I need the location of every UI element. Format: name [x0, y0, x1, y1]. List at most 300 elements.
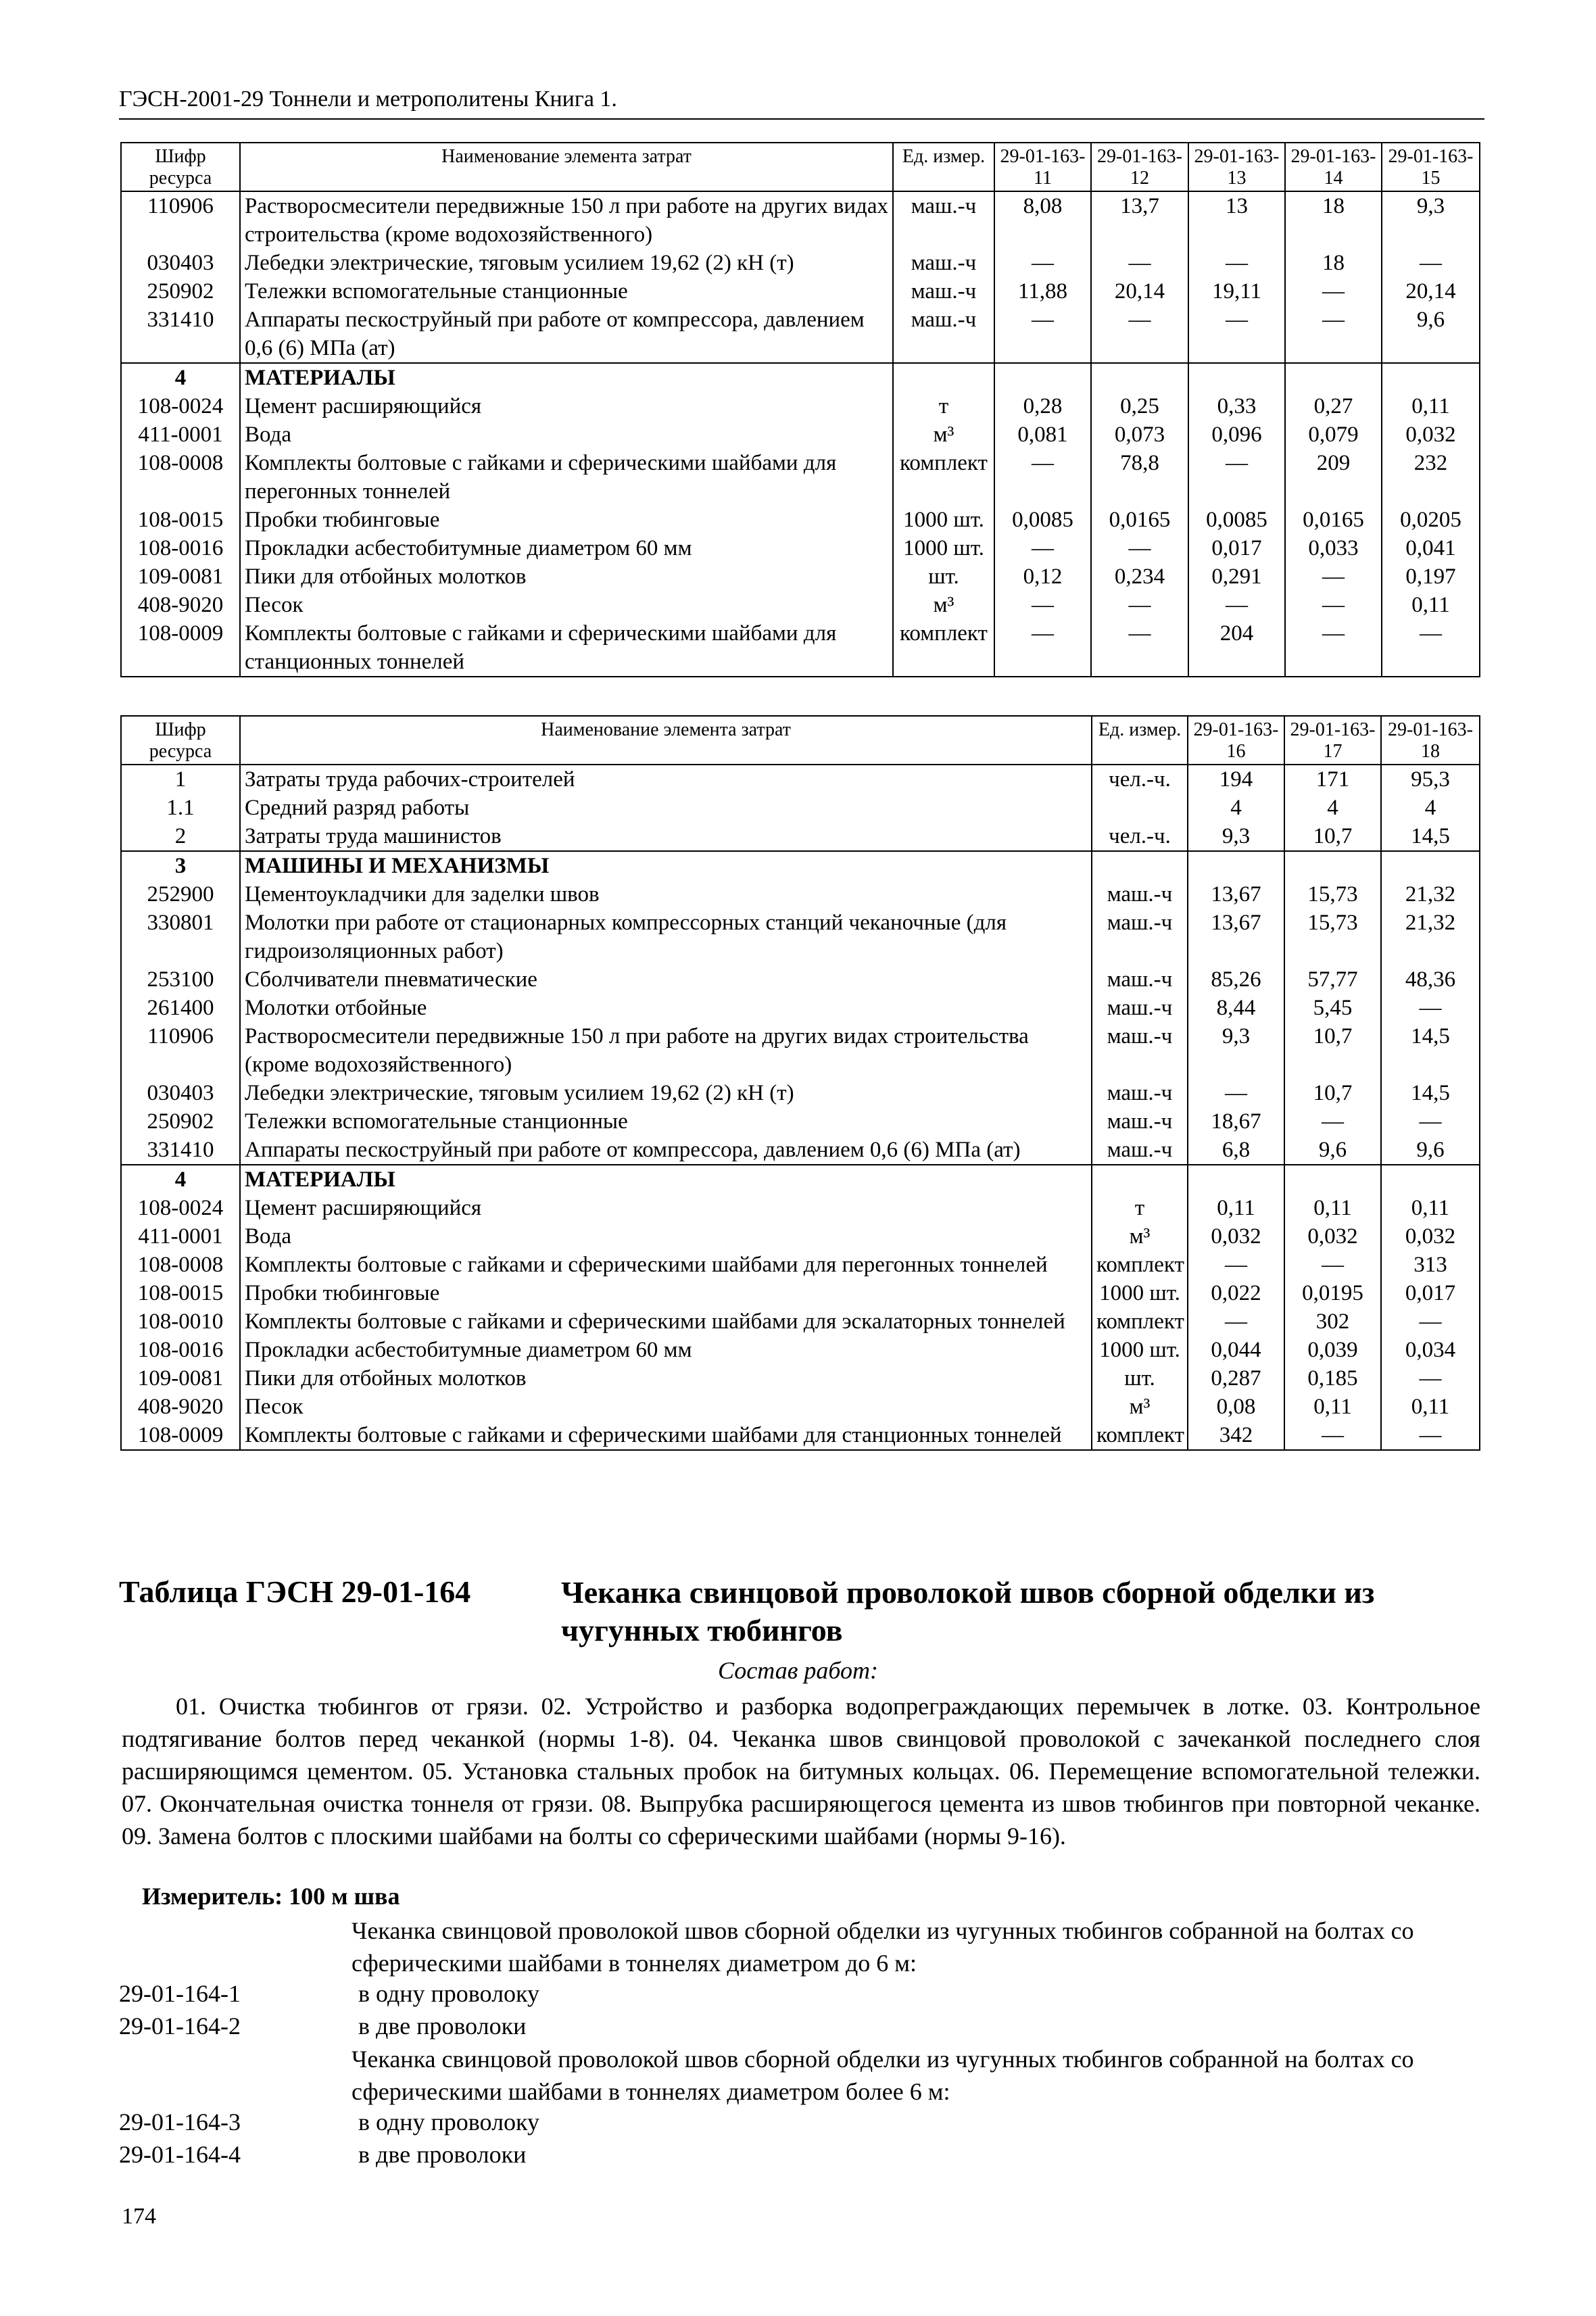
value-cell: 9,3: [1188, 822, 1284, 851]
value-cell: —: [1381, 994, 1480, 1022]
norm-item: в две проволоки: [358, 2012, 527, 2040]
unit-cell: 1000 шт.: [1092, 1279, 1188, 1307]
cost-item-name: Песок: [240, 591, 893, 619]
value-cell: 21,32: [1381, 880, 1480, 909]
value-cell: —: [1381, 1364, 1480, 1393]
value-cell: —: [994, 306, 1091, 363]
value-cell: 48,36: [1381, 965, 1480, 994]
value-cell: 9,6: [1382, 306, 1480, 363]
value-cell: 0,017: [1381, 1279, 1480, 1307]
unit-cell: маш.-ч: [1092, 994, 1188, 1022]
value-cell: [1188, 363, 1285, 392]
column-header: 29-01-163-15: [1382, 143, 1480, 191]
resource-table-1: [120, 142, 1480, 677]
cost-item-name: Растворосмесители передвижные 150 л при работе на других видах строительства (кроме водохозяйственного): [240, 1022, 1092, 1079]
table-row: [121, 619, 1480, 677]
value-cell: —: [1188, 449, 1285, 506]
value-cell: —: [1091, 306, 1188, 363]
value-cell: —: [1188, 591, 1285, 619]
resource-code: 108-0024: [121, 392, 240, 420]
unit-cell: маш.-ч: [893, 191, 994, 249]
resource-code: 110906: [121, 191, 240, 249]
cost-item-name: Комплекты болтовые с гайками и сферическими шайбами для станционных тоннелей: [240, 1421, 1092, 1450]
unit-cell: маш.-ч: [893, 249, 994, 277]
value-cell: 302: [1284, 1307, 1381, 1336]
composition-subtitle: Состав работ:: [718, 1657, 878, 1684]
cost-item-name: Вода: [240, 1222, 1092, 1251]
resource-code: 109-0081: [121, 562, 240, 591]
value-cell: 0,081: [994, 420, 1091, 449]
value-cell: 14,5: [1381, 822, 1480, 851]
table-row: [121, 965, 1480, 994]
page-header: ГЭСН-2001-29 Тоннели и метрополитены Книга 1.: [119, 87, 617, 112]
unit-cell: маш.-ч: [893, 277, 994, 306]
value-cell: —: [994, 619, 1091, 677]
value-cell: 0,0165: [1285, 506, 1382, 534]
table-row: [121, 765, 1480, 794]
value-cell: 0,12: [994, 562, 1091, 591]
table-row: [121, 994, 1480, 1022]
value-cell: 342: [1188, 1421, 1284, 1450]
value-cell: 0,08: [1188, 1393, 1284, 1421]
page-number: 174: [122, 2204, 156, 2229]
unit-cell: комплект: [893, 449, 994, 506]
cost-item-name: Аппараты пескоструйный при работе от компрессора, давлением 0,6 (6) МПа (ат): [240, 306, 893, 363]
value-cell: 0,185: [1284, 1364, 1381, 1393]
value-cell: —: [1382, 249, 1480, 277]
value-cell: 0,11: [1381, 1194, 1480, 1222]
resource-code: 108-0015: [121, 506, 240, 534]
value-cell: —: [1284, 1251, 1381, 1279]
cost-item-name: Сболчиватели пневматические: [240, 965, 1092, 994]
cost-item-name: Цементоукладчики для заделки швов: [240, 880, 1092, 909]
value-cell: 0,11: [1284, 1194, 1381, 1222]
resource-code: 331410: [121, 1136, 240, 1165]
value-cell: 13,7: [1091, 191, 1188, 249]
resource-code: 108-0024: [121, 1194, 240, 1222]
value-cell: 10,7: [1284, 1079, 1381, 1107]
value-cell: 78,8: [1091, 449, 1188, 506]
resource-code: 408-9020: [121, 591, 240, 619]
column-header: 29-01-163-12: [1091, 143, 1188, 191]
unit-cell: м³: [1092, 1222, 1188, 1251]
value-cell: [1284, 1165, 1381, 1194]
cost-item-name: Цемент расширяющийся: [240, 392, 893, 420]
value-cell: —: [994, 249, 1091, 277]
table-row: [121, 880, 1480, 909]
value-cell: 0,022: [1188, 1279, 1284, 1307]
resource-code: 4: [121, 1165, 240, 1194]
unit-cell: маш.-ч: [1092, 965, 1188, 994]
resource-code: 411-0001: [121, 1222, 240, 1251]
cost-item-name: Пробки тюбинговые: [240, 1279, 1092, 1307]
table-row: [121, 420, 1480, 449]
value-cell: 15,73: [1284, 880, 1381, 909]
value-cell: 204: [1188, 619, 1285, 677]
value-cell: 0,197: [1382, 562, 1480, 591]
table-row: [121, 1136, 1480, 1165]
resource-table-2: [120, 715, 1480, 1451]
value-cell: 10,7: [1284, 1022, 1381, 1079]
value-cell: —: [1188, 1307, 1284, 1336]
value-cell: [1188, 851, 1284, 880]
value-cell: 8,08: [994, 191, 1091, 249]
cost-item-name: Лебедки электрические, тяговым усилием 19,62 (2) кН (т): [240, 249, 893, 277]
unit-cell: м³: [893, 420, 994, 449]
value-cell: 11,88: [994, 277, 1091, 306]
cost-item-name: Прокладки асбестобитумные диаметром 60 мм: [240, 1336, 1092, 1364]
unit-cell: маш.-ч: [1092, 880, 1188, 909]
norm-description-2: Чеканка свинцовой проволокой швов сборной обделки из чугунных тюбингов собранной на болтах со сферическими шайбами в тоннелях диаметром более 6 м:: [352, 2046, 1414, 2105]
value-cell: 0,11: [1382, 591, 1480, 619]
unit-cell: м³: [893, 591, 994, 619]
value-cell: 0,0195: [1284, 1279, 1381, 1307]
resource-code: 108-0015: [121, 1279, 240, 1307]
table-row: [121, 392, 1480, 420]
table-label: Таблица ГЭСН 29-01-164: [119, 1574, 471, 1609]
table-row: [121, 1222, 1480, 1251]
unit-cell: 1000 шт.: [893, 506, 994, 534]
value-cell: —: [1091, 591, 1188, 619]
resource-code: 330801: [121, 909, 240, 965]
value-cell: 85,26: [1188, 965, 1284, 994]
unit-cell: [893, 363, 994, 392]
table-row: [121, 591, 1480, 619]
norm-code: 29-01-164-3: [119, 2108, 241, 2136]
resource-code: 108-0010: [121, 1307, 240, 1336]
value-cell: 9,6: [1381, 1136, 1480, 1165]
column-header: Шифр ресурса: [121, 143, 240, 191]
table-row: [121, 1251, 1480, 1279]
value-cell: 21,32: [1381, 909, 1480, 965]
cost-item-name: Песок: [240, 1393, 1092, 1421]
norm-item: в одну проволоку: [358, 1980, 540, 2007]
value-cell: —: [1091, 619, 1188, 677]
value-cell: —: [1188, 249, 1285, 277]
unit-cell: [1092, 851, 1188, 880]
value-cell: —: [1188, 1079, 1284, 1107]
value-cell: 5,45: [1284, 994, 1381, 1022]
value-cell: 4: [1284, 794, 1381, 822]
value-cell: —: [994, 534, 1091, 562]
norm-code: 29-01-164-1: [119, 1980, 241, 2007]
value-cell: 0,033: [1285, 534, 1382, 562]
resource-code: 108-0016: [121, 1336, 240, 1364]
value-cell: 0,017: [1188, 534, 1285, 562]
value-cell: —: [1091, 534, 1188, 562]
value-cell: 194: [1188, 765, 1284, 794]
cost-item-name: Средний разряд работы: [240, 794, 1092, 822]
value-cell: 0,032: [1188, 1222, 1284, 1251]
unit-cell: шт.: [893, 562, 994, 591]
resource-code: 030403: [121, 1079, 240, 1107]
value-cell: 13,67: [1188, 909, 1284, 965]
column-header: Ед. измер.: [1092, 716, 1188, 765]
table-row: [121, 1307, 1480, 1336]
cost-item-name: Затраты труда машинистов: [240, 822, 1092, 851]
resource-code: 2: [121, 822, 240, 851]
resource-code: 331410: [121, 306, 240, 363]
column-header: 29-01-163-16: [1188, 716, 1284, 765]
resource-code: 108-0016: [121, 534, 240, 562]
header-rule: [119, 118, 1484, 120]
resource-code: 4: [121, 363, 240, 392]
cost-item-name: Затраты труда рабочих-строителей: [240, 765, 1092, 794]
value-cell: [994, 363, 1091, 392]
resource-code: 250902: [121, 1107, 240, 1136]
cost-item-name: МАШИНЫ И МЕХАНИЗМЫ: [240, 851, 1092, 880]
value-cell: 0,044: [1188, 1336, 1284, 1364]
unit-cell: шт.: [1092, 1364, 1188, 1393]
value-cell: 0,11: [1284, 1393, 1381, 1421]
resource-code: 261400: [121, 994, 240, 1022]
value-cell: 18: [1285, 249, 1382, 277]
section-title: Чеканка свинцовой проволокой швов сборной обделки из чугунных тюбингов: [561, 1575, 1375, 1647]
cost-item-name: Лебедки электрические, тяговым усилием 19,62 (2) кН (т): [240, 1079, 1092, 1107]
resource-code: 030403: [121, 249, 240, 277]
resource-code: 1: [121, 765, 240, 794]
value-cell: —: [1381, 1307, 1480, 1336]
cost-item-name: Пики для отбойных молотков: [240, 562, 893, 591]
value-cell: 6,8: [1188, 1136, 1284, 1165]
value-cell: 0,0085: [1188, 506, 1285, 534]
value-cell: 0,0165: [1091, 506, 1188, 534]
norm-code: 29-01-164-2: [119, 2012, 241, 2040]
value-cell: 18: [1285, 191, 1382, 249]
cost-item-name: Вода: [240, 420, 893, 449]
unit-cell: маш.-ч: [1092, 1107, 1188, 1136]
resource-code: 3: [121, 851, 240, 880]
unit-cell: комплект: [1092, 1251, 1188, 1279]
value-cell: 95,3: [1381, 765, 1480, 794]
unit-cell: маш.-ч: [1092, 1022, 1188, 1079]
unit-cell: м³: [1092, 1393, 1188, 1421]
value-cell: 4: [1381, 794, 1480, 822]
table-row: [121, 306, 1480, 363]
value-cell: 18,67: [1188, 1107, 1284, 1136]
table-row: [121, 277, 1480, 306]
value-cell: 19,11: [1188, 277, 1285, 306]
value-cell: 9,3: [1188, 1022, 1284, 1079]
value-cell: 14,5: [1381, 1079, 1480, 1107]
value-cell: [1381, 1165, 1480, 1194]
resource-code: 108-0009: [121, 1421, 240, 1450]
value-cell: —: [1188, 306, 1285, 363]
value-cell: 0,287: [1188, 1364, 1284, 1393]
resource-code: 1.1: [121, 794, 240, 822]
value-cell: 0,0205: [1382, 506, 1480, 534]
value-cell: 0,032: [1382, 420, 1480, 449]
value-cell: —: [1284, 1421, 1381, 1450]
value-cell: 313: [1381, 1251, 1480, 1279]
value-cell: 0,28: [994, 392, 1091, 420]
cost-item-name: Молотки отбойные: [240, 994, 1092, 1022]
table-row: [121, 249, 1480, 277]
column-header: 29-01-163-18: [1381, 716, 1480, 765]
value-cell: 0,25: [1091, 392, 1188, 420]
value-cell: —: [994, 449, 1091, 506]
composition-text: 01. Очистка тюбингов от грязи. 02. Устройство и разборка водопреграждающих перемычек в лотке. 03. Контрольное подтягивание болтов перед чеканкой (нормы 1-8). 04. Чеканка швов свинцовой проволокой с зачеканкой последнего слоя расширяющимся цементом. 05. Установка стальных пробок на битумных кольцах. 06. Перемещение вспомогательной тележки. 07. Окончательная очистка тоннеля от грязи. 08. Выпрубка расширяющегося цемента из швов тюбингов при повторной чеканке. 09. Замена болтов с плоскими шайбами на болты со сферическими шайбами (нормы 9-16).: [122, 1693, 1480, 1850]
unit-cell: чел.-ч.: [1092, 765, 1188, 794]
table-header-row: [121, 716, 1480, 765]
norm-description-1: Чеканка свинцовой проволокой швов сборной обделки из чугунных тюбингов собранной на болтах со сферическими шайбами в тоннелях диаметром до 6 м:: [352, 1917, 1414, 1977]
value-cell: 0,291: [1188, 562, 1285, 591]
value-cell: 0,032: [1284, 1222, 1381, 1251]
resource-code: 408-9020: [121, 1393, 240, 1421]
measure-unit: Измеритель: 100 м шва: [142, 1883, 400, 1910]
value-cell: 10,7: [1284, 822, 1381, 851]
unit-cell: 1000 шт.: [893, 534, 994, 562]
value-cell: 0,234: [1091, 562, 1188, 591]
unit-cell: комплект: [893, 619, 994, 677]
value-cell: —: [1285, 562, 1382, 591]
value-cell: 15,73: [1284, 909, 1381, 965]
table-row: [121, 1421, 1480, 1450]
value-cell: 0,073: [1091, 420, 1188, 449]
table-row: [121, 449, 1480, 506]
value-cell: 0,11: [1382, 392, 1480, 420]
column-header: 29-01-163-11: [994, 143, 1091, 191]
value-cell: 0,0085: [994, 506, 1091, 534]
resource-code: 108-0009: [121, 619, 240, 677]
section-row: [121, 363, 1480, 392]
cost-item-name: Аппараты пескоструйный при работе от компрессора, давлением 0,6 (6) МПа (ат): [240, 1136, 1092, 1165]
norm-item: в одну проволоку: [358, 2108, 540, 2136]
cost-item-name: Тележки вспомогательные станционные: [240, 277, 893, 306]
value-cell: 0,096: [1188, 420, 1285, 449]
column-header: 29-01-163-17: [1284, 716, 1381, 765]
column-header: 29-01-163-13: [1188, 143, 1285, 191]
unit-cell: чел.-ч.: [1092, 822, 1188, 851]
section-row: [121, 1165, 1480, 1194]
table-row: [121, 1022, 1480, 1079]
value-cell: 0,032: [1381, 1222, 1480, 1251]
resource-code: 250902: [121, 277, 240, 306]
resource-code: 253100: [121, 965, 240, 994]
cost-item-name: Комплекты болтовые с гайками и сферическими шайбами для станционных тоннелей: [240, 619, 893, 677]
norm-code: 29-01-164-4: [119, 2141, 241, 2168]
value-cell: 9,6: [1284, 1136, 1381, 1165]
cost-item-name: МАТЕРИАЛЫ: [240, 363, 893, 392]
section-row: [121, 851, 1480, 880]
column-header: Наименование элемента затрат: [240, 143, 893, 191]
table-row: [121, 1194, 1480, 1222]
table-row: [121, 822, 1480, 851]
value-cell: 9,3: [1382, 191, 1480, 249]
value-cell: 0,11: [1188, 1194, 1284, 1222]
unit-cell: т: [1092, 1194, 1188, 1222]
value-cell: 0,041: [1382, 534, 1480, 562]
value-cell: —: [1381, 1107, 1480, 1136]
value-cell: —: [1381, 1421, 1480, 1450]
table-row: [121, 1107, 1480, 1136]
cost-item-name: Молотки при работе от стационарных компрессорных станций чеканочные (для гидроизоляционных работ): [240, 909, 1092, 965]
value-cell: 14,5: [1381, 1022, 1480, 1079]
unit-cell: [1092, 1165, 1188, 1194]
value-cell: 20,14: [1382, 277, 1480, 306]
table-header-row: [121, 143, 1480, 191]
value-cell: 0,079: [1285, 420, 1382, 449]
value-cell: —: [994, 591, 1091, 619]
value-cell: 0,33: [1188, 392, 1285, 420]
column-header: Шифр ресурса: [121, 716, 240, 765]
value-cell: 4: [1188, 794, 1284, 822]
value-cell: 0,039: [1284, 1336, 1381, 1364]
cost-item-name: Тележки вспомогательные станционные: [240, 1107, 1092, 1136]
value-cell: —: [1284, 1107, 1381, 1136]
table-row: [121, 909, 1480, 965]
value-cell: 20,14: [1091, 277, 1188, 306]
table-row: [121, 534, 1480, 562]
value-cell: [1382, 363, 1480, 392]
table-row: [121, 1079, 1480, 1107]
unit-cell: комплект: [1092, 1307, 1188, 1336]
table-row: [121, 191, 1480, 249]
unit-cell: т: [893, 392, 994, 420]
column-header: Ед. измер.: [893, 143, 994, 191]
value-cell: [1285, 363, 1382, 392]
resource-code: 108-0008: [121, 449, 240, 506]
norm-item: в две проволоки: [358, 2141, 527, 2168]
cost-item-name: Растворосмесители передвижные 150 л при работе на других видах строительства (кроме водохозяйственного): [240, 191, 893, 249]
table-row: [121, 1279, 1480, 1307]
table-row: [121, 1364, 1480, 1393]
value-cell: 8,44: [1188, 994, 1284, 1022]
cost-item-name: Пики для отбойных молотков: [240, 1364, 1092, 1393]
value-cell: 13,67: [1188, 880, 1284, 909]
value-cell: —: [1188, 1251, 1284, 1279]
resource-code: 411-0001: [121, 420, 240, 449]
resource-code: 110906: [121, 1022, 240, 1079]
value-cell: [1284, 851, 1381, 880]
value-cell: —: [1285, 306, 1382, 363]
cost-item-name: Прокладки асбестобитумные диаметром 60 мм: [240, 534, 893, 562]
value-cell: 13: [1188, 191, 1285, 249]
unit-cell: комплект: [1092, 1421, 1188, 1450]
unit-cell: маш.-ч: [1092, 1136, 1188, 1165]
value-cell: —: [1285, 591, 1382, 619]
value-cell: 0,27: [1285, 392, 1382, 420]
value-cell: —: [1091, 249, 1188, 277]
resource-code: 108-0008: [121, 1251, 240, 1279]
value-cell: 209: [1285, 449, 1382, 506]
table-row: [121, 506, 1480, 534]
value-cell: —: [1285, 277, 1382, 306]
unit-cell: маш.-ч: [1092, 909, 1188, 965]
column-header: 29-01-163-14: [1285, 143, 1382, 191]
unit-cell: маш.-ч: [893, 306, 994, 363]
column-header: Наименование элемента затрат: [240, 716, 1092, 765]
cost-item-name: МАТЕРИАЛЫ: [240, 1165, 1092, 1194]
value-cell: [1091, 363, 1188, 392]
value-cell: 232: [1382, 449, 1480, 506]
value-cell: [1188, 1165, 1284, 1194]
value-cell: 171: [1284, 765, 1381, 794]
cost-item-name: Комплекты болтовые с гайками и сферическими шайбами для эскалаторных тоннелей: [240, 1307, 1092, 1336]
value-cell: 0,11: [1381, 1393, 1480, 1421]
unit-cell: 1000 шт.: [1092, 1336, 1188, 1364]
value-cell: 0,034: [1381, 1336, 1480, 1364]
table-row: [121, 1336, 1480, 1364]
cost-item-name: Пробки тюбинговые: [240, 506, 893, 534]
table-row: [121, 1393, 1480, 1421]
value-cell: 57,77: [1284, 965, 1381, 994]
resource-code: 252900: [121, 880, 240, 909]
resource-code: 109-0081: [121, 1364, 240, 1393]
unit-cell: [1092, 794, 1188, 822]
unit-cell: маш.-ч: [1092, 1079, 1188, 1107]
cost-item-name: Комплекты болтовые с гайками и сферическими шайбами для перегонных тоннелей: [240, 1251, 1092, 1279]
